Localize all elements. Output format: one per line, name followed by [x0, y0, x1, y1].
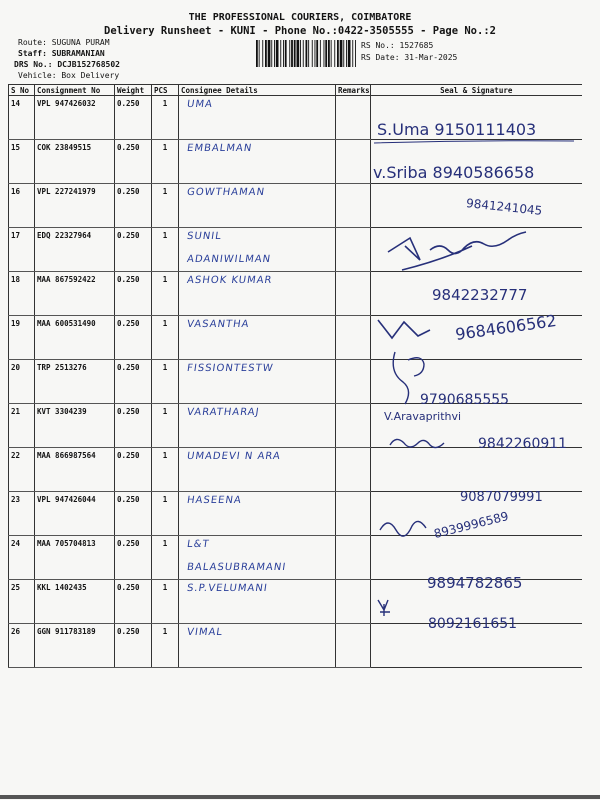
barcode-bar — [274, 40, 275, 67]
row-remarks — [336, 536, 371, 580]
row-consignment: EDQ 22327964 — [35, 228, 115, 272]
row-remarks — [336, 96, 371, 140]
row-remarks — [336, 404, 371, 448]
row-pcs: 1 — [152, 360, 179, 404]
row-weight: 0.250 — [115, 360, 152, 404]
table-row — [9, 228, 582, 272]
header-remarks: Remarks — [336, 85, 371, 96]
row-consignee — [179, 492, 336, 536]
consignee-name: VARATHARAJ — [186, 407, 261, 418]
row-consignee — [179, 624, 336, 668]
row-seal-signature — [371, 448, 582, 492]
header-pcs: PCS — [152, 85, 179, 96]
staff-value: SUBRAMANIAN — [51, 49, 105, 58]
rs-no-label: RS No.: — [361, 41, 395, 50]
row-consignment: MAA 866987564 — [35, 448, 115, 492]
barcode-bar — [285, 40, 287, 67]
staff-line — [18, 49, 105, 58]
barcode-bar — [334, 40, 335, 67]
drs-value: DCJB152768502 — [57, 60, 120, 69]
row-pcs: 1 — [152, 272, 179, 316]
signature-24: 8939996589 — [432, 508, 510, 542]
row-remarks — [336, 624, 371, 668]
row-remarks — [336, 228, 371, 272]
rs-date-value: 31-Mar-2025 — [404, 53, 458, 62]
consignee-name: GOWTHAMAN — [186, 187, 266, 198]
route-label: Route: — [18, 38, 47, 47]
barcode-bar — [348, 40, 351, 67]
row-consignment: VPL 947426032 — [35, 96, 115, 140]
barcode-bar — [276, 40, 279, 67]
barcode-bar — [268, 40, 271, 67]
row-remarks — [336, 492, 371, 536]
row-weight: 0.250 — [115, 184, 152, 228]
barcode-bar — [343, 40, 344, 67]
rs-no-line — [361, 41, 433, 50]
rs-no-value: 1527685 — [399, 41, 434, 50]
row-weight: 0.250 — [115, 536, 152, 580]
signature-25: 9894782865 — [427, 574, 523, 592]
table-row — [9, 448, 582, 492]
row-sno: 20 — [9, 360, 35, 404]
consignee-name-line2: ADANIWILMAN — [186, 254, 272, 265]
vehicle-line — [18, 71, 119, 80]
row-sno: 14 — [9, 96, 35, 140]
barcode-bar — [271, 40, 272, 67]
row-consignment: MAA 705704813 — [35, 536, 115, 580]
row-weight: 0.250 — [115, 96, 152, 140]
consignee-name: VASANTHA — [186, 319, 251, 330]
row-consignee — [179, 96, 336, 140]
row-weight: 0.250 — [115, 228, 152, 272]
barcode-bar — [312, 40, 313, 67]
barcode-bar — [324, 40, 325, 67]
signature-22: 9842260911 — [478, 436, 568, 452]
company-name: THE PROFESSIONAL COURIERS, COIMBATORE — [188, 12, 412, 23]
barcode-bar — [294, 40, 296, 67]
row-sno: 19 — [9, 316, 35, 360]
row-consignment: COK 23849515 — [35, 140, 115, 184]
row-weight: 0.250 — [115, 492, 152, 536]
row-remarks — [336, 360, 371, 404]
signature-23: 9087079991 — [460, 490, 543, 505]
table-header-row — [9, 85, 582, 96]
barcode-bar — [352, 40, 353, 67]
barcode-bar — [265, 40, 267, 67]
row-consignee — [179, 272, 336, 316]
row-weight: 0.250 — [115, 448, 152, 492]
consignee-name: VIMAL — [186, 627, 224, 638]
row-sno: 18 — [9, 272, 35, 316]
consignee-name: HASEENA — [186, 495, 243, 506]
row-pcs: 1 — [152, 492, 179, 536]
signature-21-name: V.Aravaprithvi — [384, 410, 462, 423]
vehicle-label: Vehicle: — [18, 71, 57, 80]
row-weight: 0.250 — [115, 140, 152, 184]
row-seal-signature — [371, 228, 582, 272]
consignee-name: ASHOK KUMAR — [186, 275, 274, 286]
route-line — [18, 38, 110, 47]
signature-16: 9841241045 — [465, 196, 543, 218]
header-weight: Weight — [115, 85, 152, 96]
row-consignment: GGN 911783189 — [35, 624, 115, 668]
row-consignment: KKL 1402435 — [35, 580, 115, 624]
row-consignee — [179, 448, 336, 492]
consignee-name: S.P.VELUMANI — [186, 583, 269, 594]
signature-21-number: 9790685555 — [420, 392, 510, 408]
row-sno: 21 — [9, 404, 35, 448]
barcode-bar — [256, 40, 258, 67]
row-sno: 26 — [9, 624, 35, 668]
row-remarks — [336, 316, 371, 360]
drs-label: DRS No.: — [14, 60, 53, 69]
barcode-bar — [331, 40, 332, 67]
signature-19: 9684606562 — [454, 311, 558, 344]
barcode-bar — [306, 40, 308, 67]
row-consignment: TRP 2513276 — [35, 360, 115, 404]
scan-edge — [0, 795, 600, 799]
row-pcs: 1 — [152, 184, 179, 228]
row-consignment: VPL 947426044 — [35, 492, 115, 536]
barcode-bar — [337, 40, 339, 67]
barcode-bar — [283, 40, 284, 67]
row-pcs: 1 — [152, 228, 179, 272]
row-pcs: 1 — [152, 140, 179, 184]
row-sno: 17 — [9, 228, 35, 272]
row-sno: 15 — [9, 140, 35, 184]
row-consignee — [179, 316, 336, 360]
barcode-bar — [291, 40, 293, 67]
barcode-bar — [346, 40, 347, 67]
header-sno: S No — [9, 85, 35, 96]
barcode-bar — [316, 40, 318, 67]
row-consignment: MAA 600531490 — [35, 316, 115, 360]
header-consignment: Consignment No — [35, 85, 115, 96]
barcode-bar — [308, 40, 309, 67]
consignee-name: FISSIONTESTW — [186, 363, 275, 374]
row-remarks — [336, 140, 371, 184]
signature-26: 8092161651 — [428, 616, 518, 632]
row-sno: 25 — [9, 580, 35, 624]
barcode-bar — [259, 40, 260, 67]
row-consignee — [179, 536, 336, 580]
barcode-bar — [303, 40, 304, 67]
row-pcs: 1 — [152, 316, 179, 360]
drs-line — [14, 60, 120, 69]
row-consignee — [179, 184, 336, 228]
route-value: SUGUNA PURAM — [51, 38, 110, 47]
row-remarks — [336, 272, 371, 316]
rs-date-line — [361, 53, 457, 62]
barcode-bar — [328, 40, 330, 67]
barcode-bar — [355, 40, 356, 67]
row-pcs: 1 — [152, 96, 179, 140]
consignee-name: EMBALMAN — [186, 143, 253, 154]
row-consignee — [179, 580, 336, 624]
row-weight: 0.250 — [115, 624, 152, 668]
rs-date-label: RS Date: — [361, 53, 400, 62]
row-consignee — [179, 360, 336, 404]
row-sno: 16 — [9, 184, 35, 228]
row-consignee — [179, 140, 336, 184]
signature-15: v.Sriba 8940586658 — [373, 163, 535, 182]
row-pcs: 1 — [152, 448, 179, 492]
runsheet-title: Delivery Runsheet - KUNI - Phone No.:0422-3505555 - Page No.:2 — [104, 25, 496, 37]
barcode-bar — [300, 40, 301, 67]
signature-14: S.Uma 9150111403 — [377, 120, 537, 139]
row-sno: 22 — [9, 448, 35, 492]
row-remarks — [336, 184, 371, 228]
consignee-name: L&T — [186, 539, 211, 550]
row-pcs: 1 — [152, 580, 179, 624]
row-consignee — [179, 404, 336, 448]
barcode-bar — [289, 40, 290, 67]
barcode-bar — [340, 40, 343, 67]
row-weight: 0.250 — [115, 316, 152, 360]
consignee-name: UMADEVI N ARA — [186, 451, 282, 462]
row-remarks — [336, 448, 371, 492]
barcode — [256, 40, 356, 67]
row-sno: 24 — [9, 536, 35, 580]
vehicle-value: Box Delivery — [61, 71, 120, 80]
row-remarks — [336, 580, 371, 624]
row-sno: 23 — [9, 492, 35, 536]
row-seal-signature — [371, 536, 582, 580]
signature-18: 9842232777 — [432, 286, 528, 304]
row-weight: 0.250 — [115, 404, 152, 448]
barcode-bar — [320, 40, 321, 67]
consignee-name: UMA — [186, 99, 214, 110]
row-consignment: MAA 867592422 — [35, 272, 115, 316]
barcode-bar — [280, 40, 281, 67]
row-weight: 0.250 — [115, 272, 152, 316]
staff-label: Staff: — [18, 49, 47, 58]
barcode-bar — [315, 40, 316, 67]
row-weight: 0.250 — [115, 580, 152, 624]
row-pcs: 1 — [152, 536, 179, 580]
row-pcs: 1 — [152, 404, 179, 448]
row-pcs: 1 — [152, 624, 179, 668]
barcode-bar — [297, 40, 300, 67]
row-consignee — [179, 228, 336, 272]
consignee-name-line2: BALASUBRAMANI — [186, 562, 287, 573]
consignee-name: SUNIL — [186, 231, 223, 242]
row-consignment: KVT 3304239 — [35, 404, 115, 448]
row-consignment: VPL 227241979 — [35, 184, 115, 228]
barcode-bar — [325, 40, 327, 67]
table-row — [9, 536, 582, 580]
header-consignee: Consignee Details — [179, 85, 336, 96]
barcode-bar — [262, 40, 263, 67]
header-seal: Seal & Signature — [371, 85, 582, 96]
